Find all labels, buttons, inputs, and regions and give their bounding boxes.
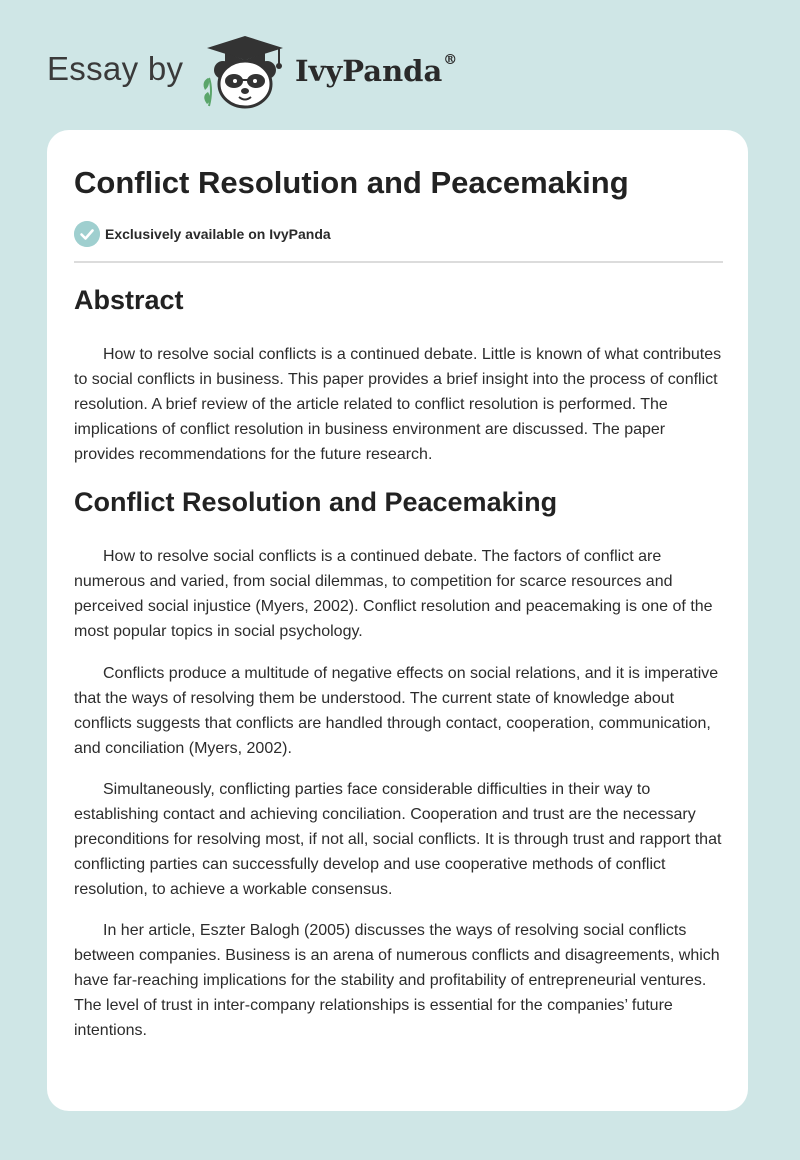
- body-paragraph-3: Simultaneously, conflicting parties face considerable difficulties in their way to establishing contact and achieving conciliation. Cooperation and trust are the necessary preconditions for resolving most, if not all, social conflicts. It is through trust and rapport that conflicting parties can successfully develop and use cooperative methods of conflict resolution, to achieve a workable consensus.: [74, 781, 722, 898]
- site-header: [47, 34, 507, 114]
- essay-by-label: Essay by: [47, 50, 184, 87]
- check-circle-icon: [74, 221, 100, 247]
- exclusive-badge: [74, 221, 331, 247]
- brand-name[interactable]: [295, 54, 457, 88]
- registered-mark: ®: [443, 52, 458, 69]
- body-paragraph-4: In her article, Eszter Balogh (2005) discusses the ways of resolving social conflicts between companies. Business is an arena of numerous conflicts and disagreements, which have far-reaching implications for the stability and profitability of entrepreneurial ventures. The level of trust in inter-company relationships is essential for the companies’ future intentions.: [74, 922, 720, 1039]
- panda-logo-icon[interactable]: [199, 34, 291, 110]
- page-title: Conflict Resolution and Peacemaking: [74, 165, 629, 200]
- divider: [74, 261, 723, 263]
- body-paragraph-2: Conflicts produce a multitude of negative effects on social relations, and it is imperative that the ways of resolving them be understood. The current state of knowledge about conflicts suggests that conflicts are handled through contact, cooperation, communication, and conciliation (Myers, 2002).: [74, 665, 719, 757]
- section-heading-conflict-resolution: Conflict Resolution and Peacemaking: [74, 487, 558, 517]
- body-paragraph-1: How to resolve social conflicts is a continued debate. The factors of conflict are numerous and varied, from social dilemmas, to competition for scarce resources and perceived social injustice (Myers, 2002). Conflict resolution and peacemaking is one of the most popular topics in social psychology.: [74, 548, 713, 640]
- brand-text: IvyPanda: [295, 54, 443, 88]
- abstract-paragraph: How to resolve social conflicts is a continued debate. Little is known of what contributes to social conflicts in business. This paper provides a brief insight into the process of conflict resolution. A brief review of the article related to conflict resolution is performed. The implications of conflict resolution in business environment are discussed. The paper provides recommendations for the future research.: [74, 346, 722, 463]
- essay-card: [47, 130, 748, 1111]
- section-heading-abstract: Abstract: [74, 285, 184, 315]
- exclusive-badge-label: Exclusively available on IvyPanda: [105, 226, 331, 242]
